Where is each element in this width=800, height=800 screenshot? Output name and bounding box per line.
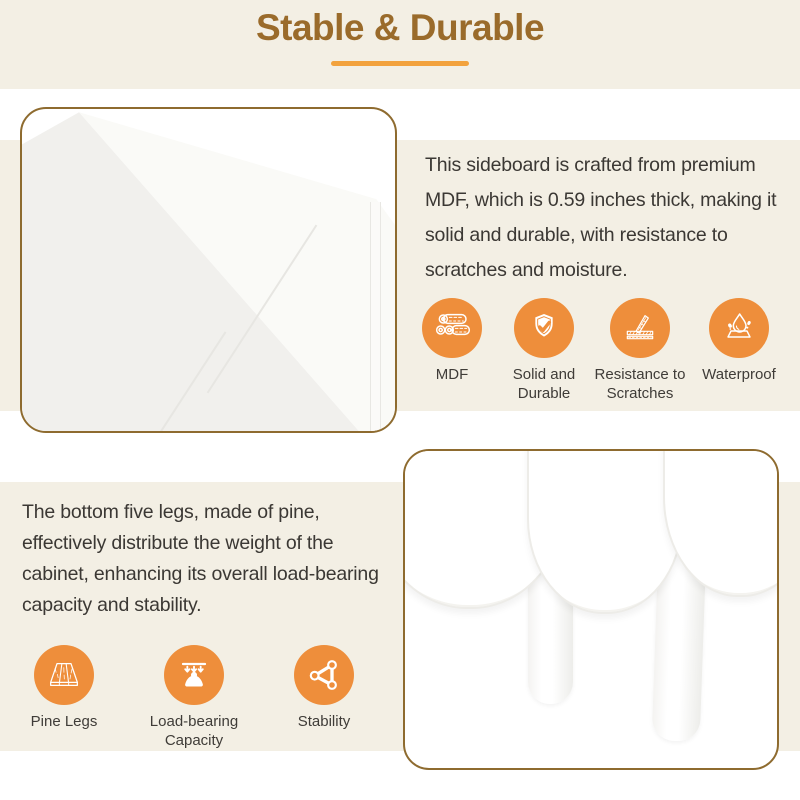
paragraph-line: This sideboard is crafted from premium [425, 154, 756, 176]
paragraph-line: capacity and stability. [22, 594, 202, 616]
paragraph-line: cabinet, enhancing its overall load-bearing [22, 563, 379, 585]
title-underline [331, 61, 469, 66]
paragraph-line: solid and durable, with resistance to [425, 224, 728, 246]
scratch-resistance-icon [620, 308, 660, 348]
feature-label: Waterproof [702, 366, 776, 383]
feature-pine-legs [2, 645, 126, 731]
legs-description-paragraph [22, 497, 402, 621]
paragraph-line: effectively distribute the weight of the [22, 532, 334, 554]
feature-icon-circle [34, 645, 94, 705]
feature-icon-circle [164, 645, 224, 705]
mdf-logs-icon [432, 308, 472, 348]
cabinet-side-edge [370, 202, 381, 431]
feature-label: Solid and Durable [512, 366, 576, 402]
feature-icon-circle [422, 298, 482, 358]
feature-scratch-resistance [585, 298, 695, 403]
feature-label: Stability [297, 713, 351, 730]
stability-icon [304, 655, 344, 695]
feature-load-bearing [132, 645, 256, 750]
waterproof-icon [719, 308, 759, 348]
feature-icon-circle [709, 298, 769, 358]
paragraph-line: The bottom five legs, made of pine, [22, 501, 320, 523]
feature-label: Load-bearing Capacity [149, 713, 239, 749]
feature-label: MDF [435, 366, 469, 383]
mdf-description-paragraph [425, 148, 795, 288]
cabinet-legs-photo [403, 449, 779, 770]
feature-label: Resistance to Scratches [594, 366, 686, 402]
feature-icon-circle [294, 645, 354, 705]
load-bearing-icon [174, 655, 214, 695]
paragraph-line: MDF, which is 0.59 inches thick, making it [425, 189, 777, 211]
feature-waterproof [684, 298, 794, 384]
pine-legs-icon [44, 655, 84, 695]
feature-icon-circle [514, 298, 574, 358]
feature-solid-durable [489, 298, 599, 403]
paragraph-line: scratches and moisture. [425, 259, 628, 281]
sideboard-corner-photo [20, 107, 397, 433]
page-title: Stable & Durable [255, 7, 545, 48]
shield-check-icon [524, 308, 564, 348]
feature-label: Pine Legs [30, 713, 98, 730]
feature-icon-circle [610, 298, 670, 358]
feature-stability [262, 645, 386, 731]
